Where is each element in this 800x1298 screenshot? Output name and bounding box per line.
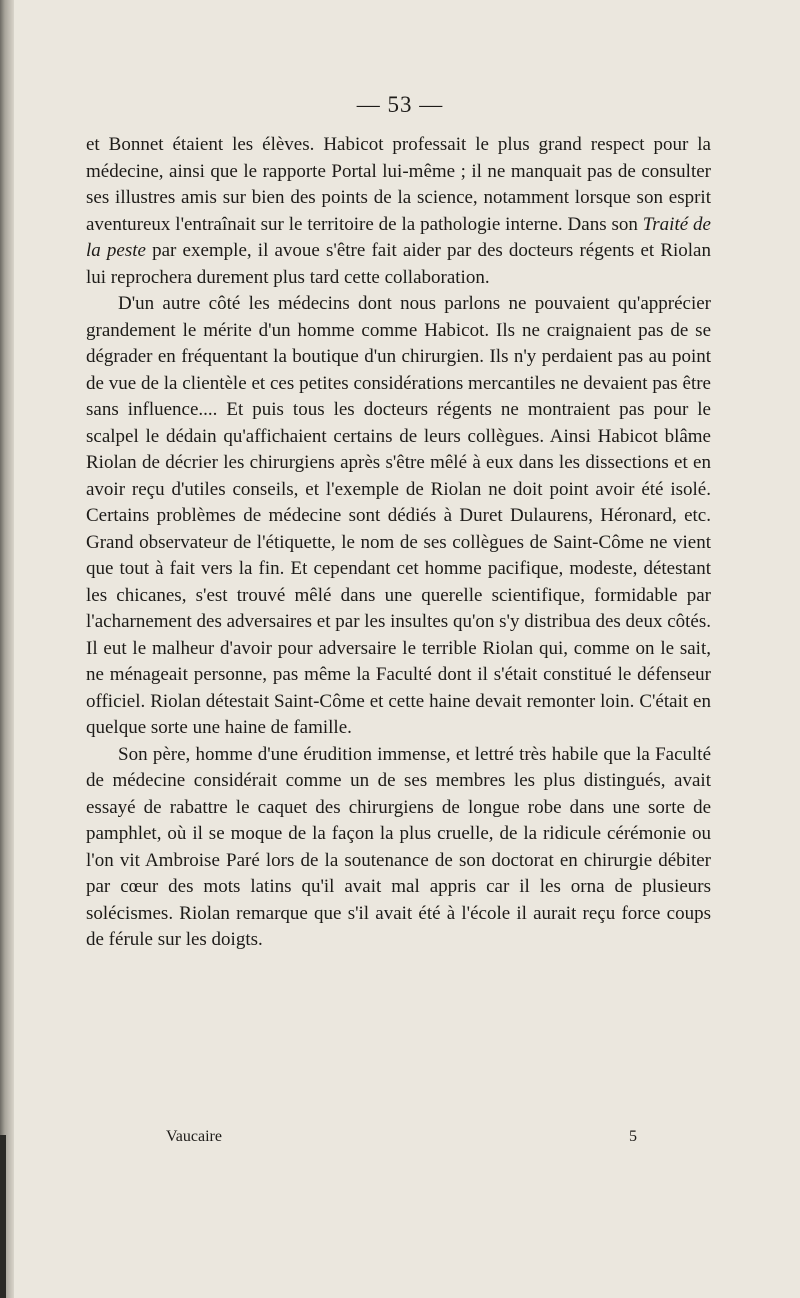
paragraph-1 [86, 132, 711, 291]
paragraph-2 [86, 291, 711, 742]
paragraph-3 [86, 742, 711, 954]
binding-shadow [0, 1135, 6, 1298]
paragraph-3-text: Son père, homme d'une érudition immense, et lettré très habile que la Faculté de médecine considérait comme un de ses membres les plus distingués, avait essayé de rabattre le caquet des chirurgiens de longue robe dans une sorte de pamphlet, où il se moque de la façon la plus cruelle, de la ridicule cérémonie ou l'on vit Ambroise Paré lors de la soutenance de son doctorat en chirurgie débiter par cœur des mots latins qu'il avait mal appris car il les orna de plusieurs solécismes. Riolan remarque que s'il avait été à l'école il aurait reçu force coups de férule sur les doigts. [86, 743, 711, 950]
body-text [86, 132, 711, 954]
page-footer [0, 1128, 800, 1152]
paragraph-1-text-a: et Bonnet étaient les élèves. Habicot professait le plus grand respect pour la médecine, ainsi que le rapporte Portal lui-même ; il ne manquait pas de consulter ses illustres amis sur bien des points de la science, notamment lorsque son esprit aventureux l'entraînait sur le territoire de la pathologie interne. Dans son [86, 134, 711, 235]
paragraph-2-text: D'un autre côté les médecins dont nous parlons ne pouvaient qu'apprécier grandement le mérite d'un homme comme Habicot. Ils ne craignaient pas de se dégrader en fréquentant la boutique d'un chirurgien. Ils n'y perdaient pas au point de vue de la clientèle et ces petites considérations mercantiles ne devaient pas être sans influence.... Et puis tous les docteurs régents ne montraient pas pour le scalpel le dédain qu'affichaient certains de leurs collègues. Ainsi Habicot blâme Riolan de décrier les chirurgiens après s'être mêlé à eux dans les dissections et en avoir reçu d'utiles conseils, et l'exemple de Riolan ne doit point avoir été isolé. Certains problèmes de médecine sont dédiés à Duret Dulaurens, Héronard, etc. Grand observateur de l'étiquette, le nom de ses collègues de Saint-Côme ne vient que tout à fait vers la fin. Et cependant cet homme pacifique, modeste, détestant les chicanes, s'est trouvé mêlé dans une querelle scientifique, formidable par l'acharnement des adversaires et par les insultes qu'on s'y distribua des deux côtés. Il eut le malheur d'avoir pour adversaire le terrible Riolan qui, comme on le sait, ne ménageait personne, pas même la Faculté dont il s'était constitué le défenseur officiel. Riolan détestait Saint-Côme et cette haine devait remonter loin. C'était en quelque sorte une haine de famille. [86, 293, 711, 738]
paragraph-1-text-b: par exemple, il avoue s'être fait aider par des docteurs régents et Riolan lui reprochera durement plus tard cette collaboration. [86, 240, 711, 288]
page-number: — 53 — [356, 92, 444, 117]
book-title-traite-de-la-peste: Traité de la peste [86, 213, 711, 261]
binding-edge [0, 0, 14, 1298]
footer-signature-mark: 5 [629, 1128, 637, 1145]
footer-author: Vaucaire [166, 1128, 222, 1145]
